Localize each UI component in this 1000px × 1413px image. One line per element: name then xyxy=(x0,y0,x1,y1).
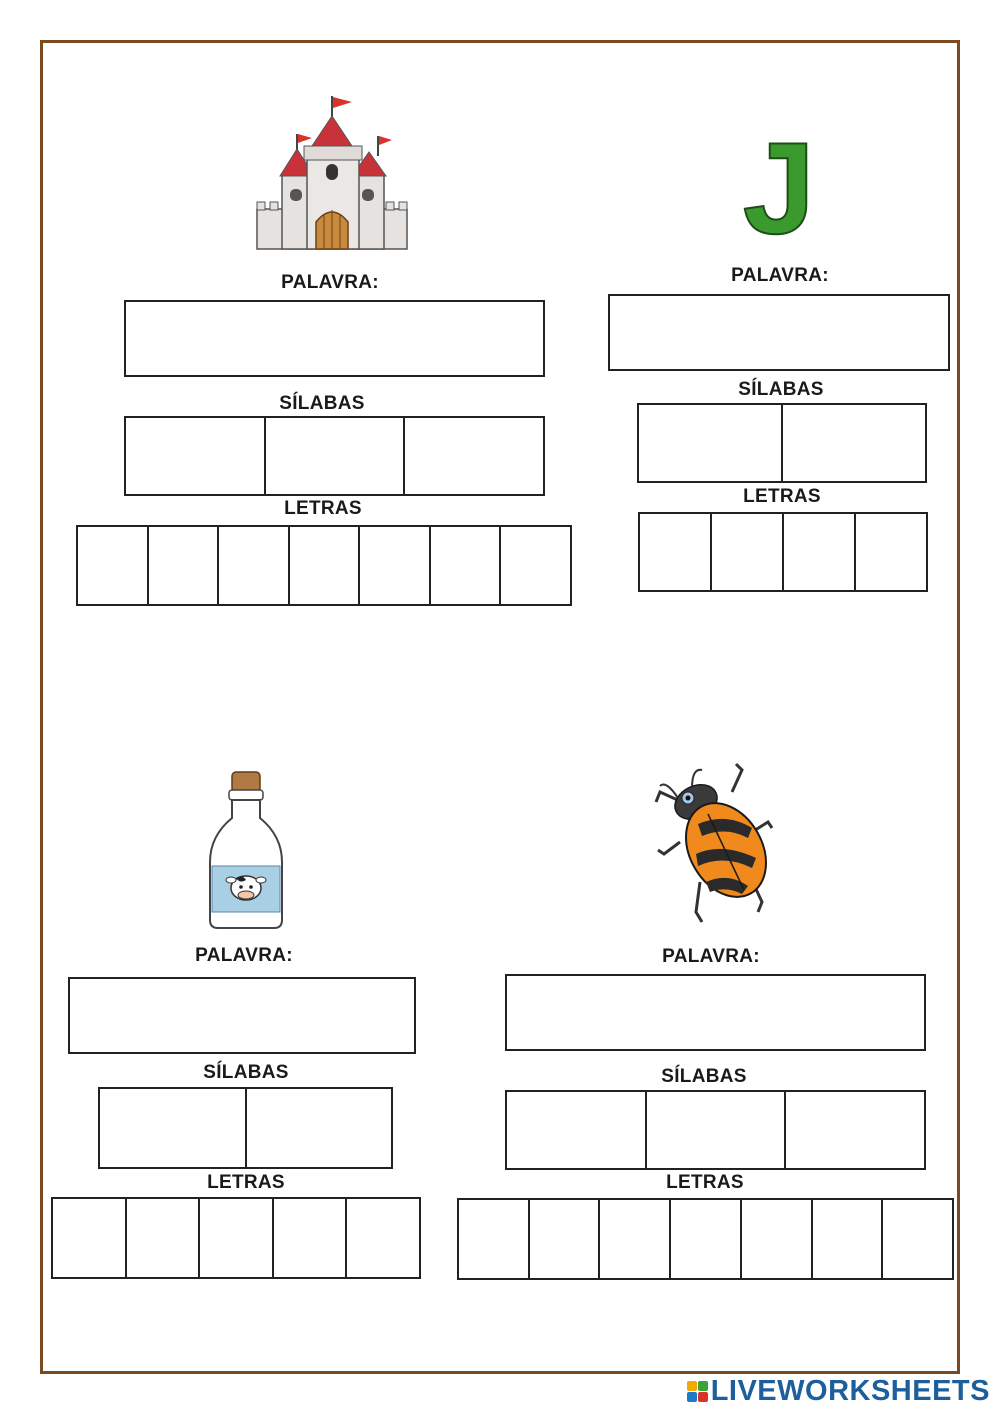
word-label: PALAVRA: xyxy=(195,945,293,966)
syllable-boxes xyxy=(98,1087,393,1169)
letter-box[interactable] xyxy=(149,527,220,604)
letter-box[interactable] xyxy=(712,514,784,590)
syllables-label: SÍLABAS xyxy=(661,1066,747,1087)
letter-box[interactable] xyxy=(78,527,149,604)
letters-label: LETRAS xyxy=(284,498,362,519)
syllable-boxes xyxy=(637,403,927,483)
syllable-box[interactable] xyxy=(639,405,783,481)
letter-box[interactable] xyxy=(600,1200,671,1278)
letter-box[interactable] xyxy=(200,1199,274,1277)
syllable-box[interactable] xyxy=(786,1092,924,1168)
letter-box[interactable] xyxy=(431,527,502,604)
letter-box[interactable] xyxy=(671,1200,742,1278)
letter-box[interactable] xyxy=(813,1200,884,1278)
syllable-box[interactable] xyxy=(247,1089,392,1167)
word-label: PALAVRA: xyxy=(662,946,760,967)
letter-box[interactable] xyxy=(459,1200,530,1278)
word-box[interactable] xyxy=(608,294,950,371)
word-box[interactable] xyxy=(505,974,926,1051)
letter-box[interactable] xyxy=(784,514,856,590)
syllables-label: SÍLABAS xyxy=(279,393,365,414)
letter-box[interactable] xyxy=(530,1200,601,1278)
letters-label: LETRAS xyxy=(743,486,821,507)
liveworksheets-logo[interactable] xyxy=(687,1375,990,1408)
letter-box[interactable] xyxy=(640,514,712,590)
letter-boxes xyxy=(76,525,572,606)
word-label: PALAVRA: xyxy=(281,272,379,293)
letter-box[interactable] xyxy=(290,527,361,604)
letter-box[interactable] xyxy=(501,527,570,604)
letter-j-glyph: J xyxy=(742,115,816,261)
letter-box[interactable] xyxy=(219,527,290,604)
letter-boxes xyxy=(638,512,928,592)
syllable-boxes xyxy=(505,1090,926,1170)
letter-box[interactable] xyxy=(274,1199,348,1277)
word-label: PALAVRA: xyxy=(731,265,829,286)
letters-label: LETRAS xyxy=(207,1172,285,1193)
syllables-label: SÍLABAS xyxy=(203,1062,289,1083)
syllable-box[interactable] xyxy=(126,418,266,494)
brand-mark-icon xyxy=(687,1381,708,1402)
letter-boxes xyxy=(457,1198,954,1280)
letters-label: LETRAS xyxy=(666,1172,744,1193)
letter-box[interactable] xyxy=(742,1200,813,1278)
syllable-box[interactable] xyxy=(405,418,543,494)
letter-box[interactable] xyxy=(53,1199,127,1277)
syllable-box[interactable] xyxy=(100,1089,247,1167)
syllable-box[interactable] xyxy=(783,405,925,481)
castle-icon xyxy=(252,94,412,254)
syllable-box[interactable] xyxy=(647,1092,787,1168)
beetle-icon xyxy=(652,762,776,930)
syllable-box[interactable] xyxy=(507,1092,647,1168)
syllable-box[interactable] xyxy=(266,418,406,494)
letter-box[interactable] xyxy=(883,1200,952,1278)
word-box[interactable] xyxy=(68,977,416,1054)
brand-name: LIVEWORKSHEETS xyxy=(710,1375,990,1407)
letter-j-icon xyxy=(734,115,824,261)
letter-box[interactable] xyxy=(856,514,926,590)
letter-box[interactable] xyxy=(127,1199,201,1277)
milk-bottle-icon xyxy=(204,770,288,932)
word-box[interactable] xyxy=(124,300,545,377)
letter-box[interactable] xyxy=(347,1199,419,1277)
letter-box[interactable] xyxy=(360,527,431,604)
syllables-label: SÍLABAS xyxy=(738,379,824,400)
syllable-boxes xyxy=(124,416,545,496)
letter-boxes xyxy=(51,1197,421,1279)
